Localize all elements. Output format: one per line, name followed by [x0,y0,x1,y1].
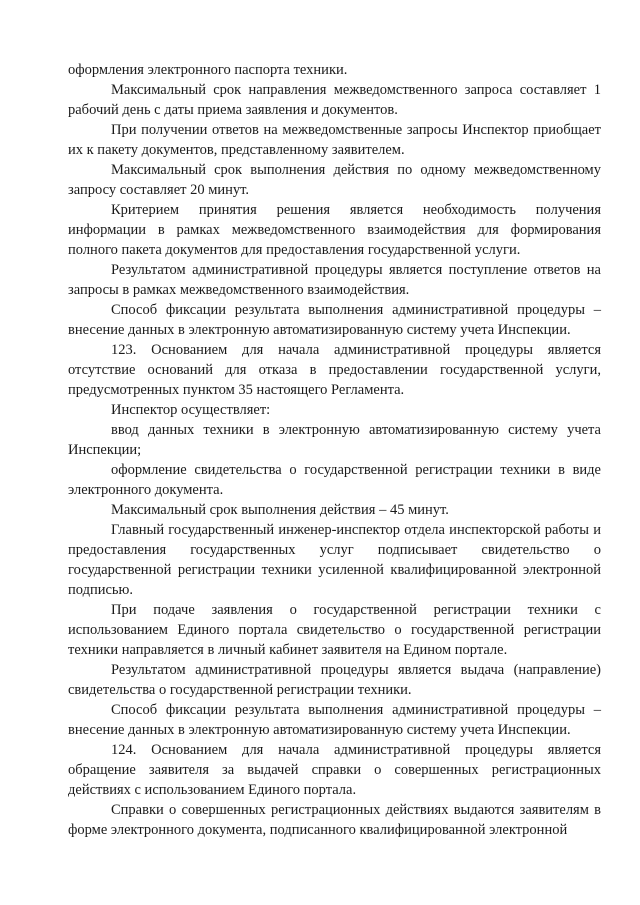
paragraph-6: Результатом административной процедуры является поступление ответов на запросы в рамках межведомственного взаимодействия. [68,262,601,298]
paragraph-3: При получении ответов на межведомственные запросы Инспектор приобщает их к пакету документов, представленному заявителем. [68,122,601,158]
paragraph-17: 124. Основанием для начала административной процедуры является обращение заявителя за выдачей справки о совершенных регистрационных действиях с использованием Единого портала. [68,742,601,798]
paragraph-16: Способ фиксации результата выполнения административной процедуры – внесение данных в электронную автоматизированную систему учета Инспекции. [68,702,601,738]
paragraph-2: Максимальный срок направления межведомственного запроса составляет 1 рабочий день с даты приема заявления и документов. [68,82,601,118]
paragraph-5: Критерием принятия решения является необходимость получения информации в рамках межведомственного взаимодействия для формирования полного пакета документов для предоставления государственной услуги. [68,202,601,258]
paragraph-9: Инспектор осуществляет: [111,402,271,418]
document-page [68,60,601,840]
paragraph-4: Максимальный срок выполнения действия по одному межведомственному запросу составляет 20 минут. [68,162,601,198]
paragraph-11: оформление свидетельства о государственной регистрации техники в виде электронного документа. [68,462,601,498]
paragraph-8: 123. Основанием для начала административной процедуры является отсутствие оснований для отказа в предоставлении государственной услуги, предусмотренных пунктом 35 настоящего Регламента. [68,342,601,398]
paragraph-7: Способ фиксации результата выполнения административной процедуры – внесение данных в электронную автоматизированную систему учета Инспекции. [68,302,601,338]
paragraph-18: Справки о совершенных регистрационных действиях выдаются заявителям в форме электронного документа, подписанного квалифицированной электронной [68,802,601,838]
paragraph-1: оформления электронного паспорта техники. [68,62,348,78]
paragraph-10: ввод данных техники в электронную автоматизированную систему учета Инспекции; [68,422,601,458]
paragraph-14: При подаче заявления о государственной регистрации техники с использованием Единого портала свидетельство о государственной регистрации техники направляется в личный кабинет заявителя на Едином портале. [68,602,601,658]
paragraph-15: Результатом административной процедуры является выдача (направление) свидетельства о государственной регистрации техники. [68,662,601,698]
paragraph-12: Максимальный срок выполнения действия – 45 минут. [111,502,449,518]
paragraph-13: Главный государственный инженер-инспектор отдела инспекторской работы и предоставления государственных услуг подписывает свидетельство о государственной регистрации техники усиленной квалифицированной электронной подписью. [68,522,601,598]
